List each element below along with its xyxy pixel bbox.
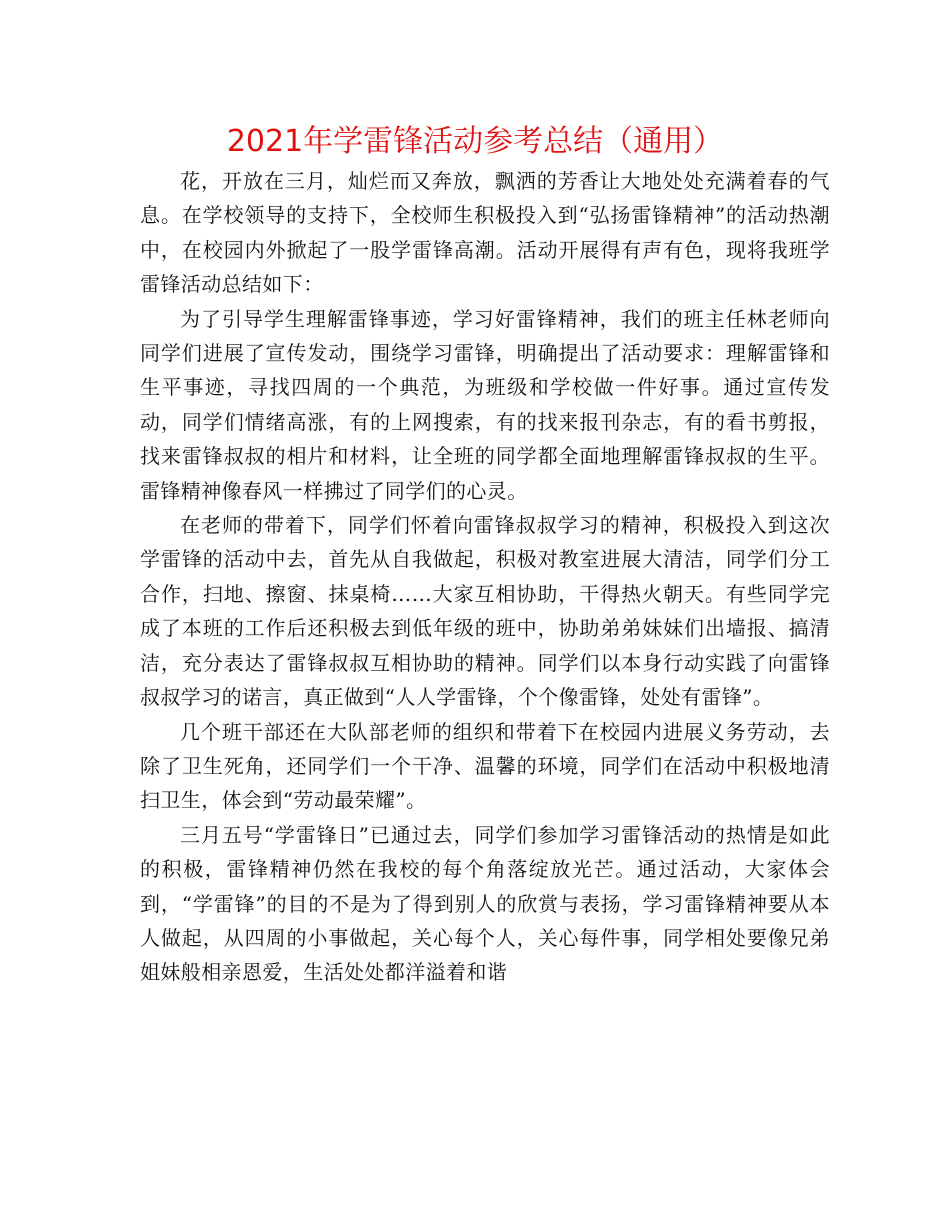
- paragraph-volunteer-labor: 几个班干部还在大队部老师的组织和带着下在校园内进展义务劳动，去除了卫生死角，还同学们一个干净、温馨的环境，同学们在活动中积极地清扫卫生，体会到“劳动最荣耀”。: [140, 719, 830, 813]
- paragraph-cleaning: 在老师的带着下，同学们怀着向雷锋叔叔学习的精神，积极投入到这次学雷锋的活动中去，首先从自我做起，积极对教室进展大清洁，同学们分工合作，扫地、擦窗、抹桌椅……大家互相协助，干得热火朝天。有些同学完成了本班的工作后还积极去到低年级的班中，协助弟弟妹妹们出墙报、搞清洁，充分表达了雷锋叔叔互相协助的精神。同学们以本身行动实践了向雷锋叔叔学习的诺言，真正做到“人人学雷锋，个个像雷锋，处处有雷锋”。: [140, 513, 830, 710]
- document-body: [140, 164, 830, 990]
- paragraph-publicity: 为了引导学生理解雷锋事迹，学习好雷锋精神，我们的班主任林老师向同学们进展了宣传发动，围绕学习雷锋，明确提出了活动要求：理解雷锋和生平事迹，寻找四周的一个典范，为班级和学校做一件好事。通过宣传发动，同学们情绪高涨，有的上网搜索，有的找来报刊杂志，有的看书剪报，找来雷锋叔叔的相片和材料，让全班的同学都全面地理解雷锋叔叔的生平。雷锋精神像春风一样拂过了同学们的心灵。: [140, 306, 830, 503]
- paragraph-intro: 花，开放在三月，灿烂而又奔放，飘洒的芳香让大地处处充满着春的气息。在学校领导的支持下，全校师生积极投入到“弘扬雷锋精神”的活动热潮中，在校园内外掀起了一股学雷锋高潮。活动开展得有声有色，现将我班学雷锋活动总结如下：: [140, 169, 830, 297]
- document-title: 2021年学雷锋活动参考总结（通用）: [226, 124, 724, 159]
- paragraph-reflection: 三月五号“学雷锋日”已通过去，同学们参加学习雷锋活动的热情是如此的积极，雷锋精神仍然在我校的每个角落绽放光芒。通过活动，大家体会到，“学雷锋”的目的不是为了得到别人的欣赏与表扬，学习雷锋精神要从本人做起，从四周的小事做起，关心每个人，关心每件事，同学相处要像兄弟姐妹般相亲恩爱，生活处处都洋溢着和谐: [140, 822, 830, 985]
